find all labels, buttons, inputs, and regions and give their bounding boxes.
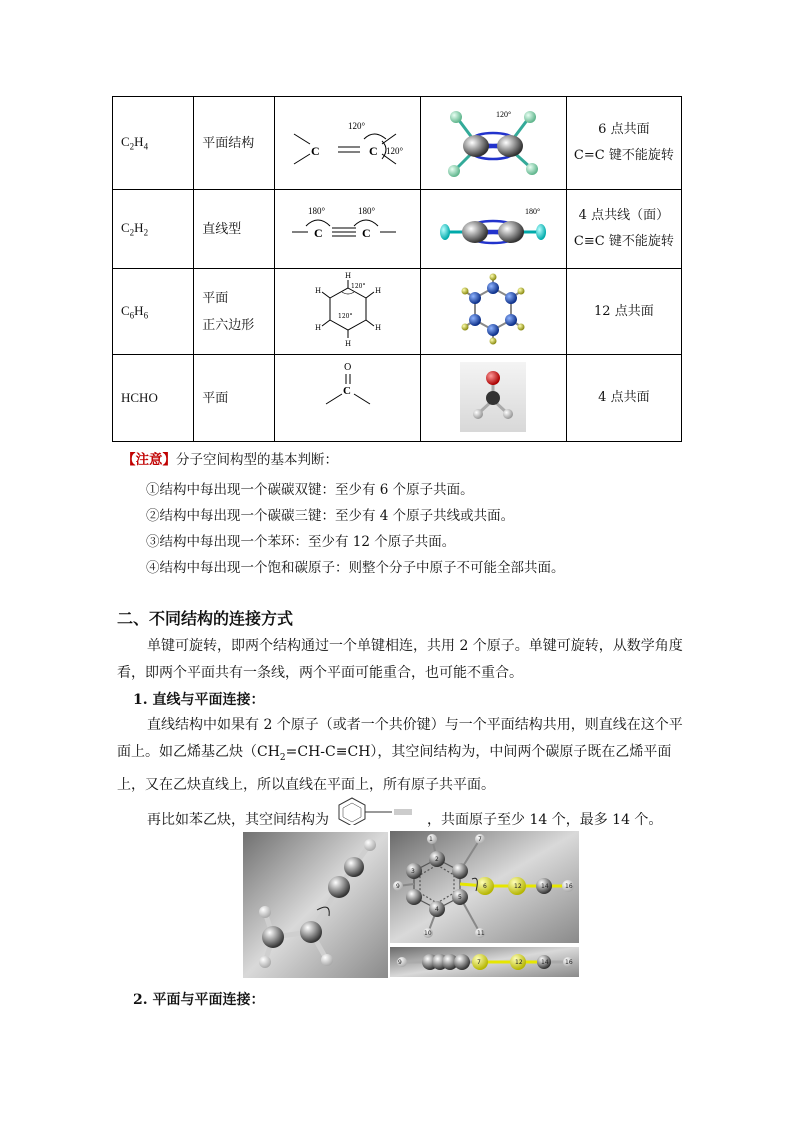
note-tag: 【注意】 bbox=[122, 452, 176, 468]
svg-text:180°: 180° bbox=[525, 207, 541, 216]
shape-cell: 平面结构 bbox=[194, 97, 275, 190]
ball-model-acetylene bbox=[421, 190, 567, 269]
formula-cell: HCHO bbox=[113, 355, 194, 442]
svg-text:H: H bbox=[314, 286, 321, 295]
ball-model-ethylene bbox=[421, 97, 567, 190]
svg-text:C: C bbox=[368, 144, 378, 158]
description-cell: 4 点共面 bbox=[566, 355, 681, 442]
structural-formula-acetylene bbox=[275, 190, 421, 269]
svg-text:C: C bbox=[361, 226, 371, 240]
svg-text:16: 16 bbox=[565, 959, 573, 966]
paragraph: 再比如苯乙炔，其空间结构为 ，共面原子至少 14 个，最多 14 个。 bbox=[147, 812, 663, 828]
svg-text:O: O bbox=[343, 363, 352, 373]
table-row bbox=[113, 269, 682, 355]
svg-text:H: H bbox=[344, 339, 351, 348]
ball-model-benzene bbox=[421, 269, 567, 355]
svg-text:C: C bbox=[310, 144, 320, 158]
svg-text:3: 3 bbox=[411, 868, 415, 875]
formula-cell: $C_2H_4$ bbox=[113, 97, 194, 190]
svg-text:12: 12 bbox=[515, 959, 523, 966]
shape-cell: 平面 正六边形 bbox=[194, 269, 275, 355]
svg-text:C: C bbox=[342, 385, 351, 397]
svg-text:6: 6 bbox=[483, 883, 487, 890]
structural-formula-ethylene bbox=[275, 97, 421, 190]
description-cell: 12 点共面 bbox=[566, 269, 681, 355]
note-intro: 分子空间构型的基本判断： bbox=[176, 452, 338, 468]
description-cell: 6 点共面 C=C 键不能旋转 bbox=[566, 97, 681, 190]
svg-text:12: 12 bbox=[514, 883, 522, 890]
svg-text:1: 1 bbox=[429, 836, 433, 843]
phenylacetylene-model-side bbox=[390, 947, 579, 977]
svg-text:120°: 120° bbox=[350, 282, 366, 290]
vinylacetylene-model-image bbox=[243, 832, 388, 978]
svg-text:7: 7 bbox=[478, 836, 482, 843]
formula-cell: $C_6H_6$ bbox=[113, 269, 194, 355]
svg-text:10: 10 bbox=[424, 930, 432, 937]
svg-text:14: 14 bbox=[541, 959, 549, 966]
section-heading: 二、不同结构的连接方式 bbox=[117, 609, 294, 628]
table-row bbox=[113, 97, 682, 190]
subheading: 2. 平面与平面连接： bbox=[133, 992, 265, 1008]
svg-text:16: 16 bbox=[565, 883, 573, 890]
paragraph: 直线结构中如果有 2 个原子（或者一个共价键）与一个平面结构共用，则直线在这个平面上。如乙烯基乙炔$(CH_2=CH-C\equiv CH)$，其空间结构为，中间两个碳原子既在乙烯平面上，又在乙炔直线上，所以直线在平面上，所有原子共平面。 bbox=[117, 717, 683, 793]
svg-text:120°: 120° bbox=[496, 110, 512, 119]
subheading: 1. 直线与平面连接： bbox=[133, 692, 265, 708]
svg-text:H: H bbox=[374, 286, 381, 295]
note-item: ①结构中每出现一个碳碳双键：至少有 6 个原子共面。 bbox=[146, 482, 474, 498]
note-item: ④结构中每出现一个饱和碳原子：则整个分子中原子不可能全部共面。 bbox=[146, 560, 565, 576]
ball-model-formaldehyde bbox=[421, 355, 567, 442]
svg-text:11: 11 bbox=[477, 930, 485, 937]
shape-cell: 直线型 bbox=[194, 190, 275, 269]
svg-text:C: C bbox=[313, 226, 323, 240]
svg-text:H: H bbox=[374, 323, 381, 332]
svg-text:120°: 120° bbox=[385, 146, 403, 156]
svg-text:H: H bbox=[344, 271, 351, 280]
svg-text:9: 9 bbox=[396, 883, 400, 890]
paragraph: 单键可旋转，即两个结构通过一个单键相连，共用 2 个原子。单键可旋转，从数学角度看，即两个平面共有一条线，两个平面可能重合，也可能不重合。 bbox=[117, 638, 683, 681]
svg-text:4: 4 bbox=[435, 906, 439, 913]
shape-cell: 平面 bbox=[194, 355, 275, 442]
phenylacetylene-model-top bbox=[390, 831, 579, 943]
svg-text:7: 7 bbox=[477, 959, 481, 966]
note-item: ②结构中每出现一个碳碳三键：至少有 4 个原子共线或共面。 bbox=[146, 508, 515, 524]
table-row bbox=[113, 190, 682, 269]
svg-text:H: H bbox=[314, 323, 321, 332]
description-cell: 4 点共线（面） C≡C 键不能旋转 bbox=[566, 190, 681, 269]
note-item: ③结构中每出现一个苯环：至少有 12 个原子共面。 bbox=[146, 534, 456, 550]
structural-formula-benzene bbox=[275, 269, 421, 355]
svg-text:14: 14 bbox=[541, 883, 549, 890]
note-heading bbox=[122, 448, 338, 468]
svg-text:180°: 180° bbox=[357, 206, 375, 216]
svg-text:2: 2 bbox=[435, 856, 439, 863]
structural-formula-formaldehyde bbox=[275, 355, 421, 442]
svg-text:180°: 180° bbox=[307, 206, 325, 216]
phenylacetylene-structure bbox=[332, 795, 424, 825]
molecule-table bbox=[112, 96, 682, 442]
svg-text:120°: 120° bbox=[337, 312, 353, 320]
svg-text:5: 5 bbox=[458, 894, 462, 901]
svg-text:9: 9 bbox=[398, 959, 402, 966]
table-row bbox=[113, 355, 682, 442]
formula-cell: $C_2H_2$ bbox=[113, 190, 194, 269]
svg-text:120°: 120° bbox=[347, 121, 365, 131]
